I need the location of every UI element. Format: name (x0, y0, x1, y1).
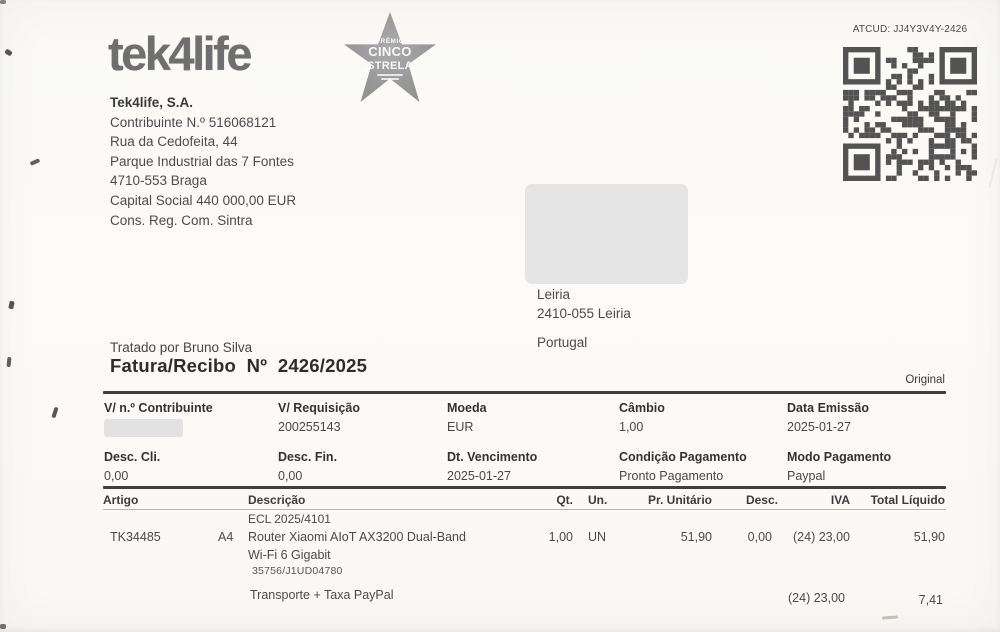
field-desc-cli-label: Desc. Cli. (104, 450, 161, 464)
company-address-block (110, 93, 296, 230)
item-description-line1: Router Xiaomi AIoT AX3200 Dual-Band (248, 530, 466, 544)
badge-fine-print-bar (381, 78, 399, 80)
field-cambio-value: 1,00 (619, 420, 644, 434)
field-condicao-pagamento-value: Pronto Pagamento (619, 469, 724, 483)
scan-smudge (882, 615, 898, 619)
field-moeda (447, 401, 487, 434)
scan-speck (8, 301, 15, 310)
redacted-customer-name-address (525, 184, 688, 284)
field-modo-pagamento-label: Modo Pagamento (787, 450, 892, 464)
field-contribuinte-label: V/ n.º Contribuinte (104, 401, 213, 415)
copy-type-label: Original (905, 374, 945, 386)
badge-fine-print-bar (377, 74, 403, 76)
col-header-artigo: Artigo (103, 493, 139, 507)
badge-line-premio: PRÉMIO (375, 38, 405, 45)
document-title: Fatura/Recibo Nº 2426/2025 (110, 355, 368, 376)
company-park-line: Parque Industrial das 7 Fontes (110, 153, 294, 169)
col-header-qt: Qt. (556, 493, 573, 507)
handled-by-line: Tratado por Bruno Silva (110, 340, 253, 355)
paper-crease (988, 158, 997, 188)
field-data-emissao-value: 2025-01-27 (787, 420, 851, 434)
customer-country: Portugal (537, 335, 588, 350)
customer-postal: 2410-055 Leiria (537, 306, 631, 321)
field-modo-pagamento-value: Paypal (787, 469, 826, 483)
field-desc-fin-value: 0,00 (278, 469, 303, 483)
item-ref: A4 (218, 530, 234, 544)
field-requisicao (278, 401, 360, 434)
scan-speck (6, 357, 11, 367)
item-serial-number: 35756/J1UD04780 (252, 565, 343, 577)
field-cambio-label: Câmbio (619, 401, 665, 415)
order-section-ref: ECL 2025/4101 (248, 512, 331, 526)
company-postal-line: 4710-553 Braga (110, 173, 207, 189)
redacted-contribuinte-value (104, 419, 183, 437)
scan-speck (0, 624, 6, 629)
divider-line-thin (103, 509, 946, 510)
field-desc-cli-value: 0,00 (104, 469, 129, 483)
company-capital-line: Capital Social 440 000,00 EUR (110, 192, 297, 208)
item-qt: 1,00 (548, 530, 573, 544)
field-modo-pagamento (787, 450, 891, 483)
badge-line-estrelas: ESTRELAS (359, 59, 421, 72)
field-data-emissao (787, 401, 869, 434)
field-condicao-pagamento-label: Condição Pagamento (619, 450, 747, 464)
company-vat-line: Contribuinte N.º 516068121 (110, 114, 277, 130)
field-moeda-label: Moeda (447, 401, 487, 415)
item-desc: 0,00 (747, 530, 772, 544)
field-desc-cli (104, 450, 160, 483)
transport-iva: (24) 23,00 (788, 591, 845, 605)
divider-line (103, 486, 946, 489)
item-pr-unitario: 51,90 (680, 530, 712, 544)
field-dt-vencimento (447, 450, 537, 483)
item-total-liquido: 51,90 (913, 530, 945, 544)
company-registry-line: Cons. Reg. Com. Sintra (110, 212, 253, 228)
col-header-un: Un. (588, 493, 608, 507)
col-header-descricao: Descrição (248, 493, 306, 507)
transport-total-liquido: 7,41 (918, 593, 943, 607)
field-dt-vencimento-label: Dt. Vencimento (447, 450, 538, 464)
customer-city: Leiria (537, 287, 571, 302)
item-un: UN (588, 530, 607, 544)
field-contribuinte (104, 401, 213, 437)
qr-code-icon (842, 47, 978, 181)
item-description-line2: Wi-Fi 6 Gigabit (248, 548, 331, 562)
transport-description: Transporte + Taxa PayPal (250, 588, 394, 602)
scan-speck (30, 158, 41, 166)
company-name: Tek4life, S.A. (110, 95, 194, 110)
col-header-iva: IVA (830, 493, 850, 507)
company-logo: tek4life (108, 27, 250, 80)
star-badge-text (344, 38, 436, 80)
atcud-code: ATCUD: JJ4Y3V4Y-2426 (852, 24, 968, 35)
company-street-line: Rua da Cedofeita, 44 (110, 134, 238, 150)
field-condicao-pagamento (619, 450, 747, 483)
field-dt-vencimento-value: 2025-01-27 (447, 469, 511, 483)
field-requisicao-label: V/ Requisição (278, 401, 360, 415)
col-header-desc: Desc. (745, 493, 778, 507)
field-desc-fin (278, 450, 337, 483)
col-header-total-liquido: Total Líquido (870, 493, 945, 507)
field-moeda-value: EUR (447, 420, 474, 434)
field-data-emissao-label: Data Emissão (787, 401, 869, 415)
five-stars-award-badge (344, 12, 436, 102)
badge-line-cinco: CINCO (368, 44, 412, 60)
scan-speck (4, 49, 13, 57)
divider-line (103, 391, 946, 394)
item-artigo: TK34485 (110, 530, 161, 544)
field-cambio (619, 401, 665, 434)
field-desc-fin-label: Desc. Fin. (278, 450, 338, 464)
col-header-pr-unitario: Pr. Unitário (647, 493, 712, 507)
scan-speck (51, 407, 58, 419)
field-requisicao-value: 200255143 (278, 420, 341, 434)
item-iva: (24) 23,00 (793, 530, 850, 544)
scan-speck (0, 0, 6, 4)
